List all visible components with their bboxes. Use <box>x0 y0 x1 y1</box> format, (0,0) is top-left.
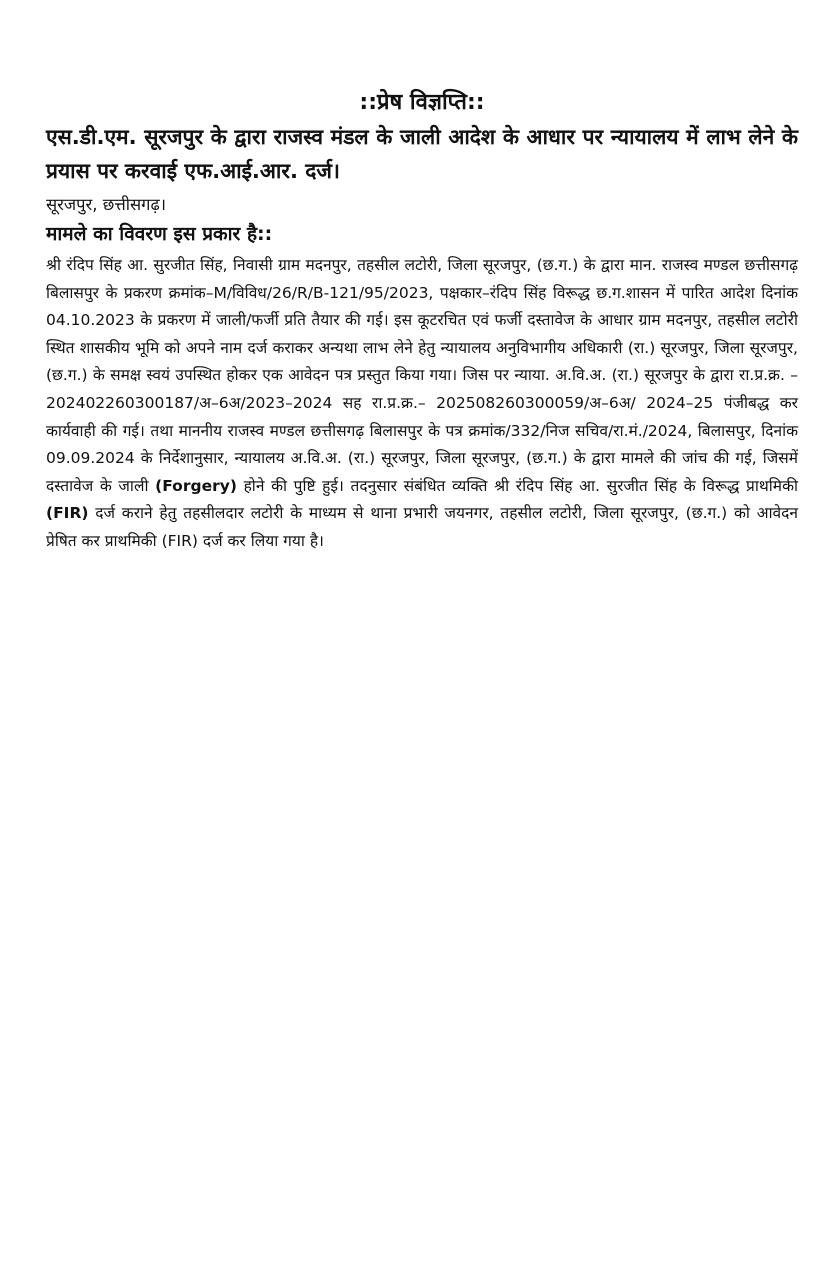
case-description <box>46 252 798 556</box>
press-release-document <box>46 88 798 556</box>
fir-term: (FIR) <box>46 504 89 523</box>
section-heading: मामले का विवरण इस प्रकार है:: <box>46 223 273 245</box>
dateline-place: सूरजपुर, छत्तीसगढ़। <box>46 195 166 214</box>
document-title: ::प्रेष विज्ञप्ति:: <box>359 90 485 115</box>
headline: एस.डी.एम. सूरजपुर के द्वारा राजस्व मंडल के जाली आदेश के आधार पर न्यायालय में लाभ लेने के प्रयास पर करवाई एफ.आई.आर. दर्ज। <box>46 125 798 183</box>
forgery-term: (Forgery) <box>155 476 237 495</box>
case-description-part-3: दर्ज कराने हेतु तहसीलदार लटोरी के माध्यम से थाना प्रभारी जयनगर, तहसील लटोरी, जिला सूरजपुर, (छ.ग.) को आवेदन प्रेषित कर प्राथमिकी (FIR) दर्ज कर लिया गया है। <box>46 504 798 550</box>
case-description-part-1: श्री रंदिप सिंह आ. सुरजीत सिंह, निवासी ग्राम मदनपुर, तहसील लटोरी, जिला सूरजपुर, (छ.ग.) के द्वारा मान. राजस्व मण्डल छत्तीसगढ़ बिलासपुर के प्रकरण क्रमांक–M/विविध/26/R/B-121/95/2023, पक्षकार–रंदिप सिंह विरूद्ध छ.ग.शासन में पारित आदेश दिनांक 04.10.2023 के प्रकरण में जाली/फर्जी प्रति तैयार की गई। इस कूटरचित एवं फर्जी दस्तावेज के आधार ग्राम मदनपुर, तहसील लटोरी स्थित शासकीय भूमि को अपने नाम दर्ज कराकर अन्यथा लाभ लेने हेतु न्यायालय अनुविभागीय अधिकारी (रा.) सूरजपुर, जिला सूरजपुर, (छ.ग.) के समक्ष स्वयं उपस्थित होकर एक आवेदन पत्र प्रस्तुत किया गया। जिस पर न्याया. अ.वि.अ. (रा.) सूरजपुर के द्वारा रा.प्र.क्र. –202402260300187/अ–6अ/2023–2024 सह रा.प्र.क्र.– 202508260300059/अ–6अ/ 2024–25 पंजीबद्ध कर कार्यवाही की गई। तथा माननीय राजस्व मण्डल छत्तीसगढ़ बिलासपुर के पत्र क्रमांक/332/निज सचिव/रा.मं./2024, बिलासपुर, दिनांक 09.09.2024 के निर्देशानुसार, न्यायालय अ.वि.अ. (रा.) सूरजपुर, जिला सूरजपुर, (छ.ग.) के द्वारा मामले की जांच की गई, जिसमें दस्तावेज के जाली <box>46 256 798 495</box>
case-description-part-2: होने की पुष्टि हुई। तदनुसार संबंधित व्यक्ति श्री रंदिप सिंह आ. सुरजीत सिंह के विरूद्ध प्राथमिकी <box>243 476 798 495</box>
